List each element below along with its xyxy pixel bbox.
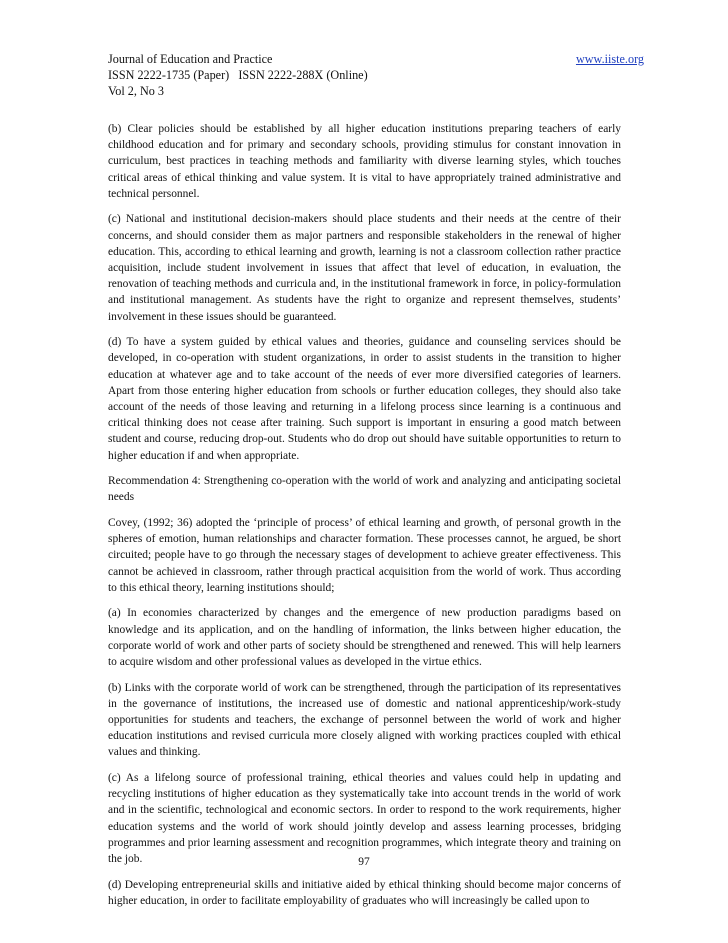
journal-header xyxy=(108,52,644,99)
paragraph-d-guidance-counseling: (d) To have a system guided by ethical values and theories, guidance and counseling services should be developed, in co-operation with student organizations, in order to assist students in the transition to higher education at whatever age and to take account of the needs of ever more diversified categories of learners. Apart from those entering higher education from schools or further education colleges, they should also take account of the needs of those leaving and returning in a lifelong process since learning is a continuous and critical thinking does not cease after training. Such support is important in ensuring a good match between student and course, reducing drop-out. Students who do drop out should have suitable opportunities to return to higher education if and when appropriate. xyxy=(108,336,621,462)
paragraph-a-economies: (a) In economies characterized by changes and the emergence of new production paradigms based on knowledge and its application, and on the handling of information, the links between higher education, the corporate world of work and other parts of society should be strengthened and renewed. This will help learners to acquire wisdom and other professional values as developed in the virtue ethics. xyxy=(108,607,621,669)
header-top-row xyxy=(108,52,644,68)
paragraph-covey-principle: Covey, (1992; 36) adopted the ‘principle of process’ of ethical learning and growth, of personal growth in the spheres of emotion, human relationships and character formation. These processes cannot, he argued, be short circuited; people have to go through the necessary stages of development to achieve greater effectiveness. This cannot be achieved in classroom, rather through practical acquisition from the world of work. Thus according to this ethical theory, learning institutions should; xyxy=(108,517,621,594)
paragraph-c-lifelong-training: (c) As a lifelong source of professional training, ethical theories and values could help in updating and recycling institutions of higher education as they systematically take into account trends in the world of work and in the scientific, technological and economic sectors. In order to respond to the work requirements, higher education systems and the world of work should jointly develop and assess learning processes, bridging programmes and prior learning assessment and recognition programmes, which integrate theory and training on the job. xyxy=(108,772,621,866)
issn-line: ISSN 2222-1735 (Paper) ISSN 2222-288X (Online) xyxy=(108,67,368,82)
volume-line: Vol 2, No 3 xyxy=(108,83,164,98)
journal-website-link[interactable]: www.iiste.org xyxy=(575,52,644,66)
paragraph-c-decision-makers: (c) National and institutional decision-makers should place students and their needs at the centre of their concerns, and should consider them as major partners and responsible stakeholders in the renewal of higher education. This, according to ethical learning and growth, learning is not a classroom collection rather practice acquisition, include student involvement in issues that affect that level of education, in evaluation, the renovation of teaching methods and curricula and, in the institutional framework in force, in policy-formulation and institutional management. As students have the right to organize and represent themselves, students’ involvement in these issues should be guaranteed. xyxy=(108,213,621,323)
paragraph-b-clear-policies: (b) Clear policies should be established by all higher education institutions preparing teachers of early childhood education and for primary and secondary schools, providing stimulus for constant innovation in curriculum, best practices in teaching methods and familiarity with diverse learning styles, which touches critical areas of ethical thinking and value system. It is vital to have appropriately trained administrative and technical personnel. xyxy=(108,123,621,200)
paragraph-d-entrepreneurial-skills: (d) Developing entrepreneurial skills and initiative aided by ethical thinking should become major concerns of higher education, in order to facilitate employability of graduates who will increasingly be called upon to xyxy=(108,878,621,907)
paragraph-b-links-world-of-work: (b) Links with the corporate world of work can be strengthened, through the participation of its representatives in the governance of institutions, the increased use of domestic and national apprenticeship/work-study opportunities for students and teachers, the exchange of personnel between the world of work and higher education institutions and revised curricula more closely aligned with working practices coupled with ethical values and thinking. xyxy=(108,681,621,759)
recommendation-4-heading: Recommendation 4: Strengthening co-operation with the world of work and analyzing and anticipating societal needs xyxy=(108,475,621,504)
journal-title: Journal of Education and Practice xyxy=(108,52,273,66)
page-body xyxy=(108,121,621,909)
page-number: 97 xyxy=(358,856,370,868)
